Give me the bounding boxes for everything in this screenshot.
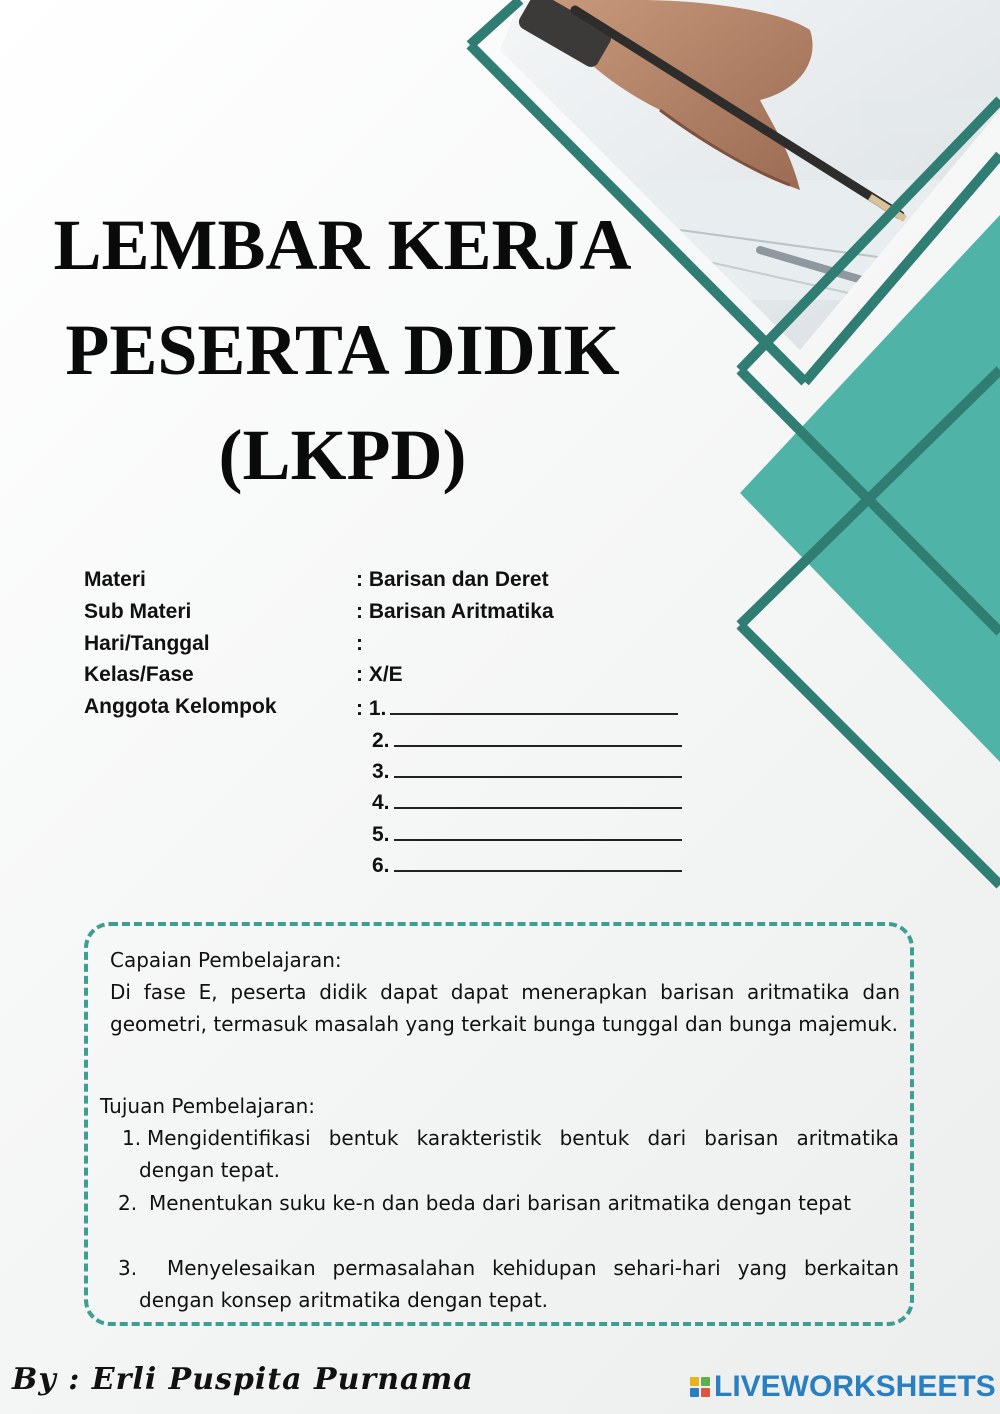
brand-name: LIVEWORKSHEETS xyxy=(714,1370,996,1403)
info-value-sub-materi: : Barisan Aritmatika xyxy=(356,600,554,623)
goal-number-1: 1. xyxy=(122,1126,142,1150)
info-label-anggota-kelompok: Anggota Kelompok xyxy=(84,695,277,718)
member-entry-1 xyxy=(356,694,678,722)
title-line-2: PESERTA DIDIK xyxy=(65,310,620,390)
member-entry-5 xyxy=(372,820,682,848)
logo-square-1 xyxy=(690,1377,699,1386)
member-number-3: 3. xyxy=(372,760,390,783)
info-label-hari-tanggal: Hari/Tanggal xyxy=(84,632,210,655)
member-number-4: 4. xyxy=(372,791,390,814)
member-blank-3[interactable] xyxy=(394,757,682,778)
info-label-kelas-fase: Kelas/Fase xyxy=(84,663,194,686)
goal-text-3: Menyelesaikan permasalahan kehidupan sehari-hari yang berkaitan dengan konsep aritmatika dengan tepat. xyxy=(139,1256,899,1312)
member-blank-4[interactable] xyxy=(394,788,682,809)
member-entry-2 xyxy=(372,726,682,754)
member-entry-3 xyxy=(372,757,682,785)
capaian-body: Di fase E, peserta didik dapat dapat menerapkan barisan aritmatika dan geometri, termasuk masalah yang terkait bunga tunggal dan bunga majemuk. xyxy=(110,980,900,1036)
member-number-1: : 1. xyxy=(356,697,387,720)
logo-square-4 xyxy=(701,1388,710,1397)
capaian-heading: Capaian Pembelajaran: xyxy=(110,948,342,972)
info-value-kelas-fase: : X/E xyxy=(356,663,403,686)
logo-square-2 xyxy=(701,1377,710,1386)
tujuan-heading: Tujuan Pembelajaran: xyxy=(100,1094,316,1118)
member-blank-1[interactable] xyxy=(390,694,678,715)
goal-number-3: 3. xyxy=(118,1256,138,1280)
member-entry-4 xyxy=(372,788,682,816)
member-blank-2[interactable] xyxy=(394,726,682,747)
title-line-3: (LKPD) xyxy=(218,415,467,495)
info-value-hari-tanggal: : xyxy=(356,632,363,655)
goal-number-2: 2. xyxy=(118,1191,138,1215)
member-number-6: 6. xyxy=(372,854,390,877)
member-blank-5[interactable] xyxy=(394,820,682,841)
logo-square-3 xyxy=(690,1388,699,1397)
goal-text-2: Menentukan suku ke-n dan beda dari barisan aritmatika dengan tepat xyxy=(149,1191,852,1215)
goal-text-1: Mengidentifikasi bentuk karakteristik bentuk dari barisan aritmatika dengan tepat. xyxy=(139,1126,899,1182)
member-blank-6[interactable] xyxy=(394,851,682,872)
title-line-1: LEMBAR KERJA xyxy=(53,205,632,285)
info-label-materi: Materi xyxy=(84,568,146,591)
info-value-materi: : Barisan dan Deret xyxy=(356,568,549,591)
author-credit: By : Erli Puspita Purnama xyxy=(12,1362,474,1397)
member-number-2: 2. xyxy=(372,729,390,752)
liveworksheets-brand[interactable] xyxy=(690,1370,996,1404)
liveworksheets-logo-icon xyxy=(690,1377,710,1397)
member-entry-6 xyxy=(372,851,682,879)
member-number-5: 5. xyxy=(372,823,390,846)
info-label-sub-materi: Sub Materi xyxy=(84,600,192,623)
